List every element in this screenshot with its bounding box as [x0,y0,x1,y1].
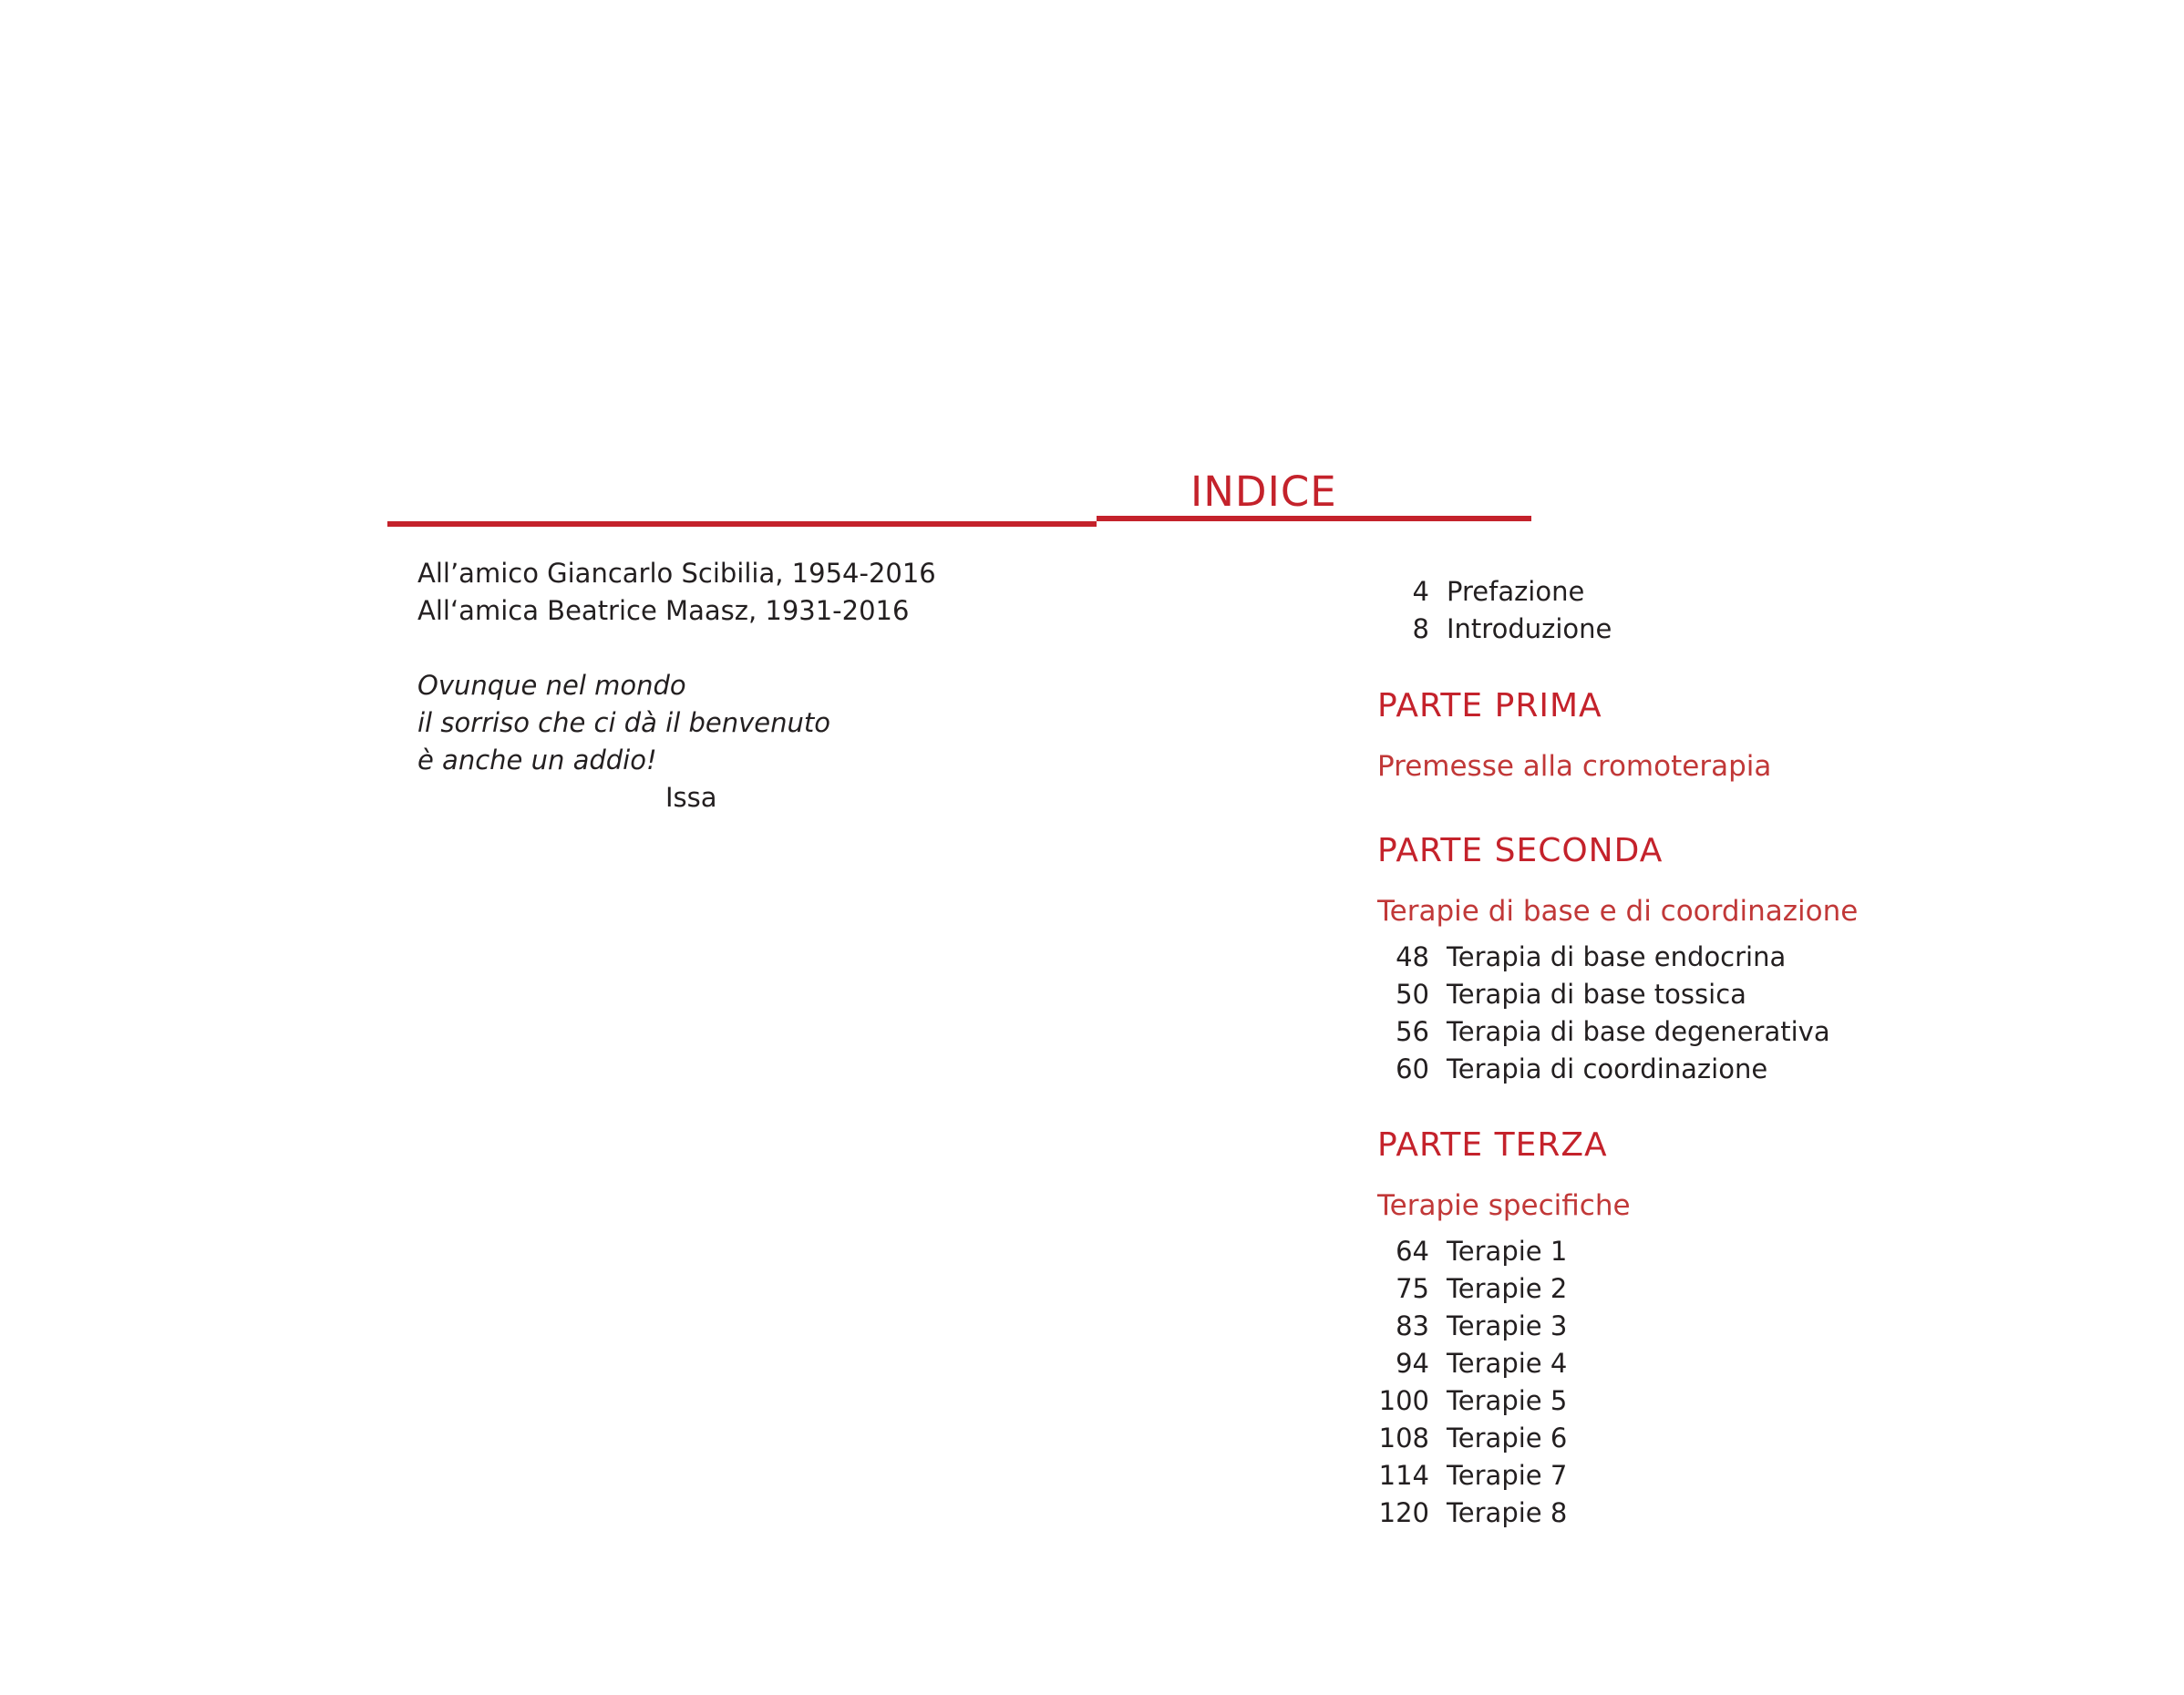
toc-page-number: 8 [1412,613,1429,644]
title-rule-right [1097,516,1531,521]
part-title: PARTE SECONDA [1377,832,1664,869]
toc-entry-label[interactable]: Terapie 6 [1447,1423,1568,1454]
toc-page-number: 94 [1396,1348,1429,1379]
dedication-line: All‘amica Beatrice Maasz, 1931-2016 [417,595,910,626]
toc-page-number: 50 [1396,979,1429,1010]
part-title: PARTE TERZA [1377,1126,1608,1164]
toc-entry-label[interactable]: Terapie 4 [1447,1348,1568,1379]
toc-page-number: 4 [1412,576,1429,607]
dedication-line: All’amico Giancarlo Scibilia, 1954-2016 [417,558,936,589]
toc-page-number: 114 [1378,1460,1429,1491]
quote-author: Issa [665,782,717,813]
toc-page-number: 60 [1396,1053,1429,1084]
toc-entry-label[interactable]: Terapie 8 [1447,1497,1568,1528]
toc-entry-label[interactable]: Terapie 3 [1447,1310,1568,1341]
quote-line: Ovunque nel mondo [417,670,686,701]
quote-line: il sorriso che ci dà il benvenuto [417,707,830,738]
toc-page-number: 56 [1396,1016,1429,1047]
toc-entry-label[interactable]: Terapia di base degenerativa [1447,1016,1830,1047]
toc-entry-label[interactable]: Terapie 7 [1447,1460,1568,1491]
page-title: INDICE [1190,467,1337,516]
toc-page-number: 100 [1378,1385,1429,1416]
quote-line: è anche un addio! [417,745,657,776]
toc-page-number: 48 [1396,941,1429,972]
toc-page-number: 75 [1396,1273,1429,1304]
toc-entry-label[interactable]: Terapia di coordinazione [1447,1053,1768,1084]
toc-page-number: 120 [1378,1497,1429,1528]
toc-entry-label[interactable]: Introduzione [1447,613,1612,644]
toc-entry-label[interactable]: Terapie 2 [1447,1273,1568,1304]
part-subtitle: Terapie di base e di coordinazione [1377,895,1859,928]
toc-entry-label[interactable]: Terapie 1 [1447,1236,1568,1267]
part-title: PARTE PRIMA [1377,687,1602,724]
toc-entry-label[interactable]: Terapia di base tossica [1447,979,1746,1010]
toc-page-number: 108 [1378,1423,1429,1454]
toc-entry-label[interactable]: Terapia di base endocrina [1447,941,1787,972]
part-subtitle: Premesse alla cromoterapia [1377,750,1772,783]
toc-entry-label[interactable]: Terapie 5 [1447,1385,1568,1416]
toc-page-number: 64 [1396,1236,1429,1267]
toc-page-number: 83 [1396,1310,1429,1341]
title-rule-left [387,521,1097,527]
toc-entry-label[interactable]: Prefazione [1447,576,1585,607]
part-subtitle: Terapie specifiche [1377,1189,1631,1222]
